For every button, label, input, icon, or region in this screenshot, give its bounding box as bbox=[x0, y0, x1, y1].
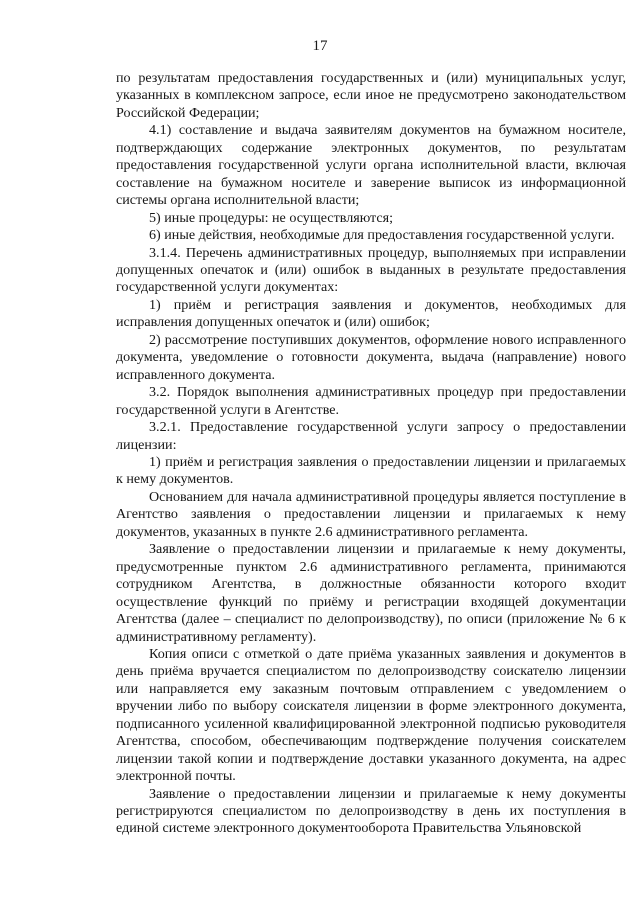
document-body bbox=[116, 70, 626, 838]
paragraph: Заявление о предоставлении лицензии и прилагаемые к нему документы, предусмотренные пунктом 2.6 административного регламента, принимаются сотрудником Агентства, в должностные обязанности которого входит осуществление функций по приёму и регистрации входящей документации Агентства (далее – специалист по делопроизводству), по описи (приложение № 6 к административному регламенту). bbox=[116, 541, 626, 645]
paragraph: Основанием для начала административной процедуры является поступление в Агентство заявления о предоставлении лицензии и прилагаемых к нему документов, указанных в пункте 2.6 административного регламента. bbox=[116, 488, 626, 540]
paragraph: 6) иные действия, необходимые для предоставления государственной услуги. bbox=[149, 227, 615, 244]
paragraph: 1) приём и регистрация заявления о предоставлении лицензии и прилагаемых к нему документов. bbox=[116, 453, 626, 488]
paragraph: 3.1.4. Перечень административных процедур, выполняемых при исправлении допущенных опечаток и (или) ошибок в выданных в результате предоставления государственной услуги документах: bbox=[116, 244, 626, 296]
paragraph: по результатам предоставления государственных и (или) муниципальных услуг, указанных в комплексном запросе, если иное не предусмотрено законодательством Российской Федерации; bbox=[116, 70, 626, 121]
page-number: 17 bbox=[312, 38, 328, 54]
paragraph: 3.2.1. Предоставление государственной услуги запросу о предоставлении лицензии: bbox=[116, 419, 626, 453]
paragraph: Заявление о предоставлении лицензии и прилагаемые к нему документы регистрируются специалистом по делопроизводству в день их поступления в единой системе электронного документооборота Правительства Ульяновской bbox=[116, 785, 626, 837]
paragraph: 4.1) составление и выдача заявителям документов на бумажном носителе, подтверждающих содержание электронных документов, по результатам предоставления государственной услуги органа исполнительной власти, включая составление на бумажном носителе и заверение выписок из информационной системы органа исполнительной власти; bbox=[116, 122, 626, 209]
paragraph: Копия описи с отметкой о дате приёма указанных заявления и документов в день приёма вручается специалистом по делопроизводству соискателю лицензии или направляется ему заказным почтовым отправлением с уведомлением о вручении либо по выбору соискателя лицензии в форме электронного документа, подписанного усиленной квалифицированной электронной подписью руководителя Агентства, способом, обеспечивающим подтверждение получения соискателем лицензии такой копии и подтверждение доставки указанного документа, на адрес электронной почты. bbox=[116, 645, 626, 785]
paragraph: 5) иные процедуры: не осуществляются; bbox=[149, 209, 394, 226]
paragraph: 1) приём и регистрация заявления и документов, необходимых для исправления допущенных опечаток и (или) ошибок; bbox=[116, 296, 626, 331]
paragraph: 2) рассмотрение поступивших документов, оформление нового исправленного документа, уведомление о готовности документа, выдача (направление) нового исправленного документа. bbox=[116, 331, 626, 383]
paragraph: 3.2. Порядок выполнения административных процедур при предоставлении государственной услуги в Агентстве. bbox=[116, 384, 626, 418]
